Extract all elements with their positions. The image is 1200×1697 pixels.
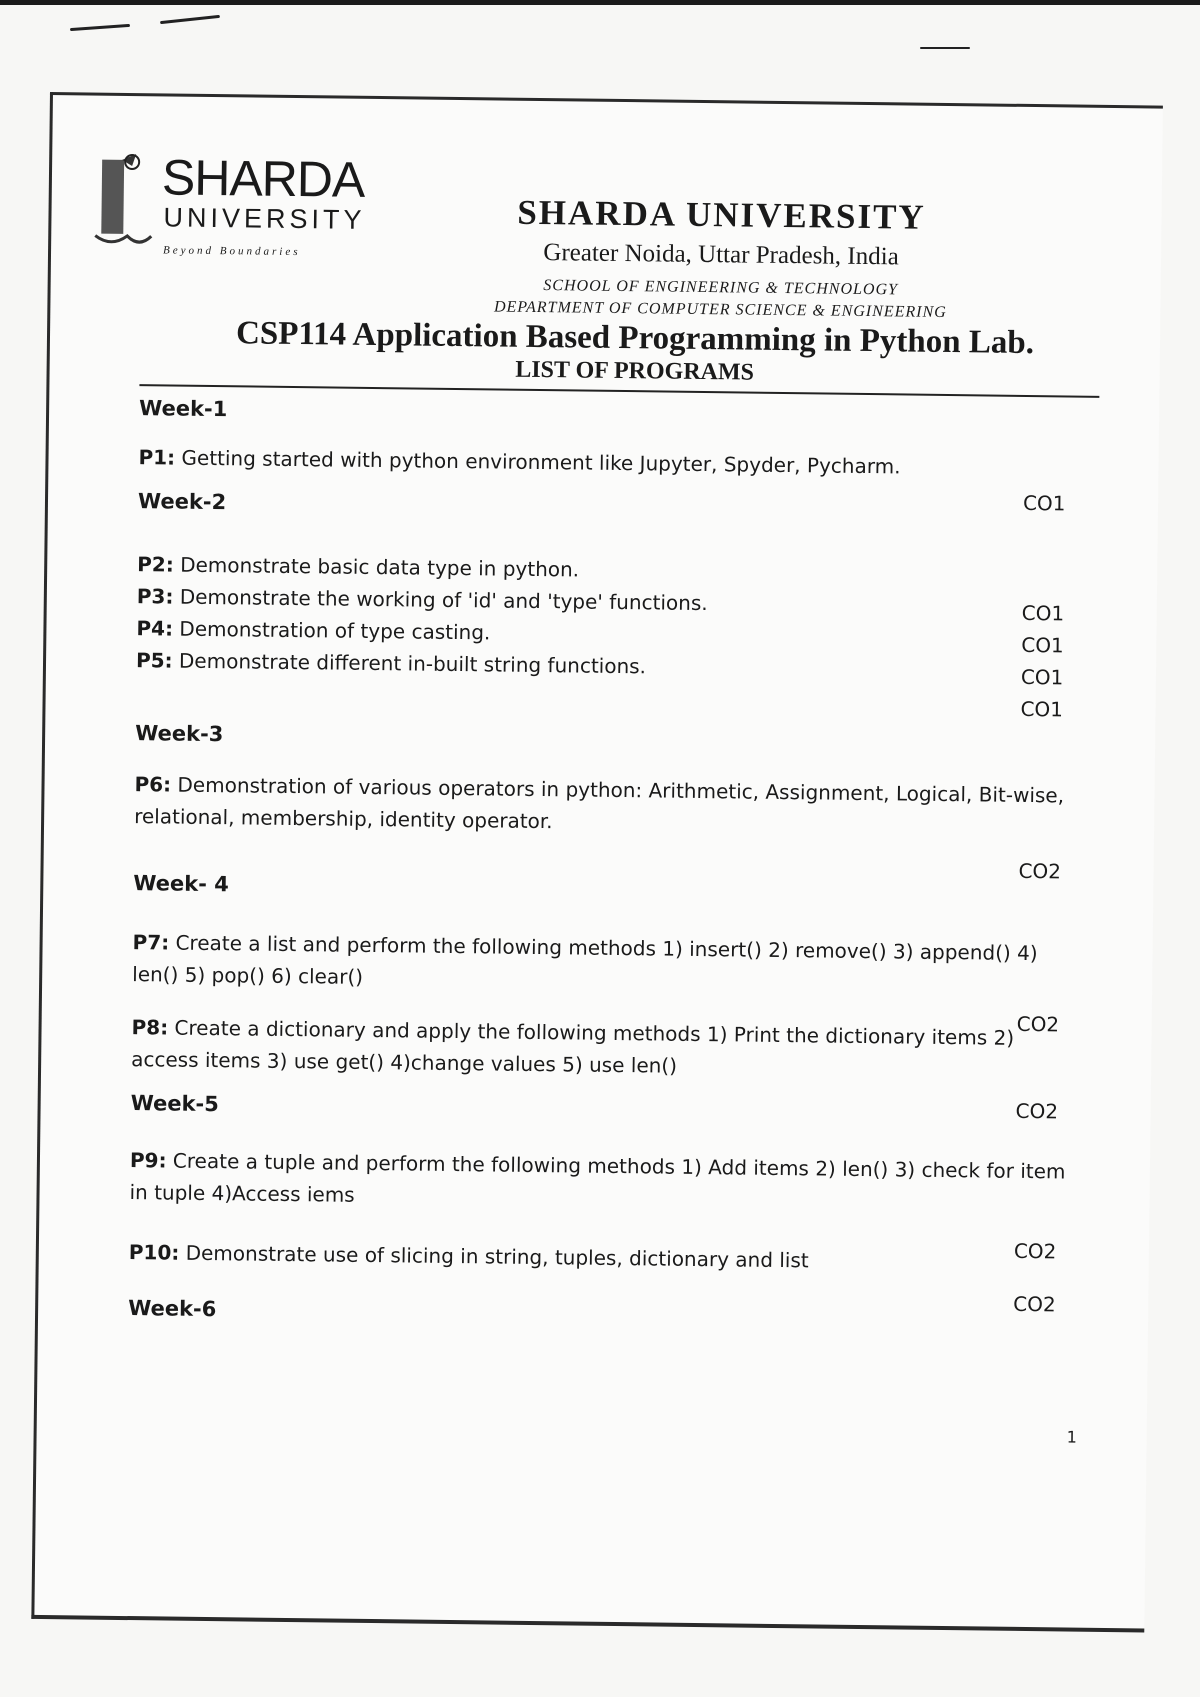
program-id: P4: <box>136 616 174 641</box>
program-item <box>129 1144 1080 1220</box>
pen-mark <box>920 47 970 49</box>
top-edge-line <box>0 0 1200 5</box>
program-id: P5: <box>135 648 173 673</box>
course-outcome: CO1 <box>1021 600 1065 626</box>
week-heading: Week-6 <box>128 1296 217 1322</box>
department-name: DEPARTMENT OF COMPUTER SCIENCE & ENGINEERING <box>493 298 947 321</box>
course-outcome: CO1 <box>1020 696 1064 722</box>
program-item <box>131 1011 1082 1087</box>
week-heading: Week-5 <box>130 1091 219 1117</box>
program-text: Demonstrate different in-built string functions. <box>172 648 647 679</box>
week-heading: Week- 4 <box>133 871 229 897</box>
course-outcome: CO2 <box>1016 1011 1060 1037</box>
document-page <box>31 92 1163 1632</box>
course-outcome: CO1 <box>1021 632 1064 658</box>
program-id: P2: <box>137 552 174 577</box>
university-name: SHARDA UNIVERSITY <box>517 192 926 237</box>
program-item <box>138 441 1088 485</box>
program-text: Create a list and perform the following methods 1) insert() 2) remove() 3) append() 4) len() 5) pop() 6) clear() <box>132 930 1038 989</box>
pen-mark <box>160 15 220 24</box>
school-name: SCHOOL OF ENGINEERING & TECHNOLOGY <box>543 277 899 299</box>
program-id: P3: <box>136 584 174 609</box>
course-outcome: CO2 <box>1015 1098 1059 1124</box>
program-text: Demonstrate the working of 'id' and 'type' functions. <box>173 584 708 616</box>
course-outcome: CO2 <box>1018 858 1062 884</box>
course-outcome: CO1 <box>1022 490 1066 516</box>
course-outcome: CO1 <box>1020 664 1064 690</box>
program-text: Create a tuple and perform the following methods 1) Add items 2) len() 3) check for item in tuple 4)Access iems <box>129 1148 1066 1207</box>
program-item <box>132 926 1083 1002</box>
torch-emblem-icon <box>91 152 156 263</box>
university-logo <box>91 149 366 265</box>
program-item <box>134 768 1085 844</box>
program-id: P8: <box>131 1015 169 1040</box>
program-text: Create a dictionary and apply the following methods 1) Print the dictionary items 2) access items 3) use get() 4)change values 5) use len() <box>131 1015 1015 1078</box>
course-outcome: CO2 <box>1013 1238 1057 1264</box>
logo-wordmark-sharda: SHARDA <box>161 149 365 208</box>
pen-mark <box>70 24 130 31</box>
university-location: Greater Noida, Uttar Pradesh, India <box>543 239 899 271</box>
logo-wordmark-university: UNIVERSITY <box>163 202 366 235</box>
program-id: P7: <box>132 930 170 955</box>
program-id: P1: <box>138 445 176 470</box>
course-title: CSP114 Application Based Programming in Python Lab. <box>235 315 1035 362</box>
program-text: Demonstration of type casting. <box>172 616 491 645</box>
page-number: 1 <box>1066 1427 1077 1447</box>
week-heading: Week-1 <box>138 396 228 422</box>
program-id: P6: <box>134 772 172 797</box>
program-id: P9: <box>129 1148 167 1173</box>
list-title: LIST OF PROGRAMS <box>515 356 755 386</box>
program-text: Demonstrate basic data type in python. <box>173 552 580 582</box>
program-text: Demonstrate use of slicing in string, tuples, dictionary and list <box>179 1240 809 1273</box>
program-text: Demonstration of various operators in python: Arithmetic, Assignment, Logical, Bit-wise, relational, membership, identity operator. <box>134 772 1065 834</box>
course-outcome: CO2 <box>1013 1291 1056 1317</box>
logo-tagline: Beyond Boundaries <box>163 244 301 259</box>
week-heading: Week-2 <box>137 489 227 515</box>
week-heading: Week-3 <box>135 721 224 747</box>
program-item <box>129 1236 1079 1280</box>
program-text: Getting started with python environment like Jupyter, Spyder, Pycharm. <box>174 445 901 479</box>
program-id: P10: <box>128 1240 180 1265</box>
